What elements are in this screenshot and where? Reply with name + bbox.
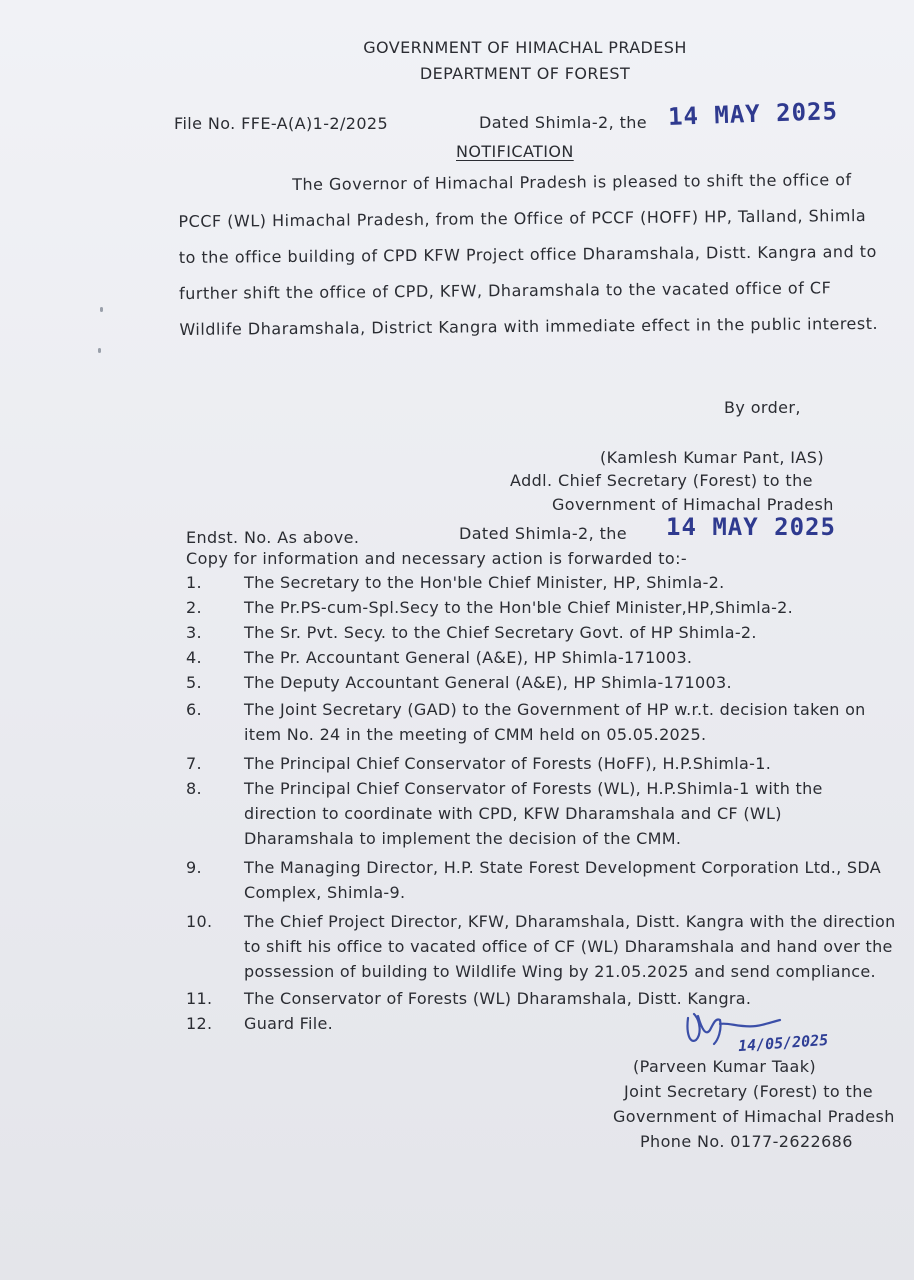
endst-number: Endst. No. As above. — [186, 528, 360, 547]
list-text: The Deputy Accountant General (A&E), HP Shimla-171003. — [244, 673, 732, 692]
notification-title: NOTIFICATION — [456, 142, 574, 161]
list-number: 8. — [186, 779, 202, 798]
list-text: The Chief Project Director, KFW, Dharamshala, Distt. Kangra with the direction to shift his office to vacated office of CF (WL) Dharamshala and hand over the possession of building to Wildlife Wing by 21.05.2025 and send compliance. — [244, 912, 896, 981]
signatory2-org: Government of Himachal Pradesh — [613, 1107, 895, 1126]
list-item — [186, 645, 896, 670]
signatory2-name: (Parveen Kumar Taak) — [633, 1057, 817, 1076]
list-number: 1. — [186, 573, 202, 592]
list-number: 4. — [186, 648, 202, 667]
list-number: 7. — [186, 754, 202, 773]
signatory2-phone: Phone No. 0177-2622686 — [640, 1132, 853, 1151]
list-item — [186, 670, 896, 695]
list-text: The Pr.PS-cum-Spl.Secy to the Hon'ble Chief Minister,HP,Shimla-2. — [244, 598, 794, 617]
copy-list — [186, 570, 896, 1036]
body-paragraph: The Governor of Himachal Pradesh is pleased to shift the office of PCCF (WL) Himachal Pradesh, from the Office of PCCF (HOFF) HP, Talland, Shimla to the office building of CPD KFW Project office Dharamshala, Distt. Kangra and to further shift the office of CPD, KFW, Dharamshala to the vacated office of CF Wildlife Dharamshala, District Kangra with immediate effect in the public interest. — [178, 170, 879, 339]
list-item — [186, 855, 896, 905]
dated-label: Dated Shimla-2, the — [479, 113, 648, 132]
endst-dated-label: Dated Shimla-2, the — [459, 524, 628, 543]
list-number: 3. — [186, 623, 202, 642]
list-text: The Pr. Accountant General (A&E), HP Shimla-171003. — [244, 648, 693, 667]
list-item — [186, 620, 896, 645]
copy-forward-line: Copy for information and necessary action is forwarded to:- — [186, 549, 688, 568]
list-item — [186, 697, 896, 747]
file-number: File No. FFE-A(A)1-2/2025 — [174, 114, 389, 133]
header-government: GOVERNMENT OF HIMACHAL PRADESH — [363, 38, 687, 57]
list-item — [186, 570, 896, 595]
list-item — [186, 751, 896, 776]
list-number: 10. — [186, 912, 213, 931]
list-item — [186, 776, 896, 851]
list-text: The Secretary to the Hon'ble Chief Minister, HP, Shimla-2. — [244, 573, 725, 592]
signatory1-designation: Addl. Chief Secretary (Forest) to the — [510, 471, 813, 490]
list-item — [186, 595, 896, 620]
list-text: The Principal Chief Conservator of Forests (WL), H.P.Shimla-1 with the direction to coordinate with CPD, KFW Dharamshala and CF (WL) Dharamshala to implement the decision of the CMM. — [244, 779, 823, 848]
list-number: 11. — [186, 989, 213, 1008]
list-item — [186, 909, 896, 984]
date-stamp: 14 MAY 2025 — [667, 97, 839, 131]
handwritten-date: 14/05/2025 — [737, 1030, 829, 1056]
list-text: The Principal Chief Conservator of Forests (HoFF), H.P.Shimla-1. — [244, 754, 772, 773]
list-number: 6. — [186, 700, 202, 719]
list-text: The Joint Secretary (GAD) to the Government of HP w.r.t. decision taken on item No. 24 in the meeting of CMM held on 05.05.2025. — [244, 700, 866, 744]
by-order: By order, — [724, 398, 801, 417]
list-text: The Managing Director, H.P. State Forest Development Corporation Ltd., SDA Complex, Shimla-9. — [244, 858, 881, 902]
list-number: 5. — [186, 673, 202, 692]
list-text: Guard File. — [244, 1014, 334, 1033]
list-number: 12. — [186, 1014, 213, 1033]
list-text: The Sr. Pvt. Secy. to the Chief Secretary Govt. of HP Shimla-2. — [244, 623, 757, 642]
punch-mark — [100, 307, 103, 312]
signatory1-name: (Kamlesh Kumar Pant, IAS) — [600, 448, 824, 467]
list-number: 9. — [186, 858, 202, 877]
notification-body — [178, 162, 886, 348]
list-number: 2. — [186, 598, 202, 617]
endst-date-stamp: 14 MAY 2025 — [666, 513, 836, 541]
header-department: DEPARTMENT OF FOREST — [419, 64, 631, 83]
punch-mark — [98, 348, 101, 353]
signatory1-org: Government of Himachal Pradesh — [552, 495, 834, 514]
signatory2-designation: Joint Secretary (Forest) to the — [624, 1082, 874, 1101]
list-text: The Conservator of Forests (WL) Dharamshala, Distt. Kangra. — [244, 989, 752, 1008]
